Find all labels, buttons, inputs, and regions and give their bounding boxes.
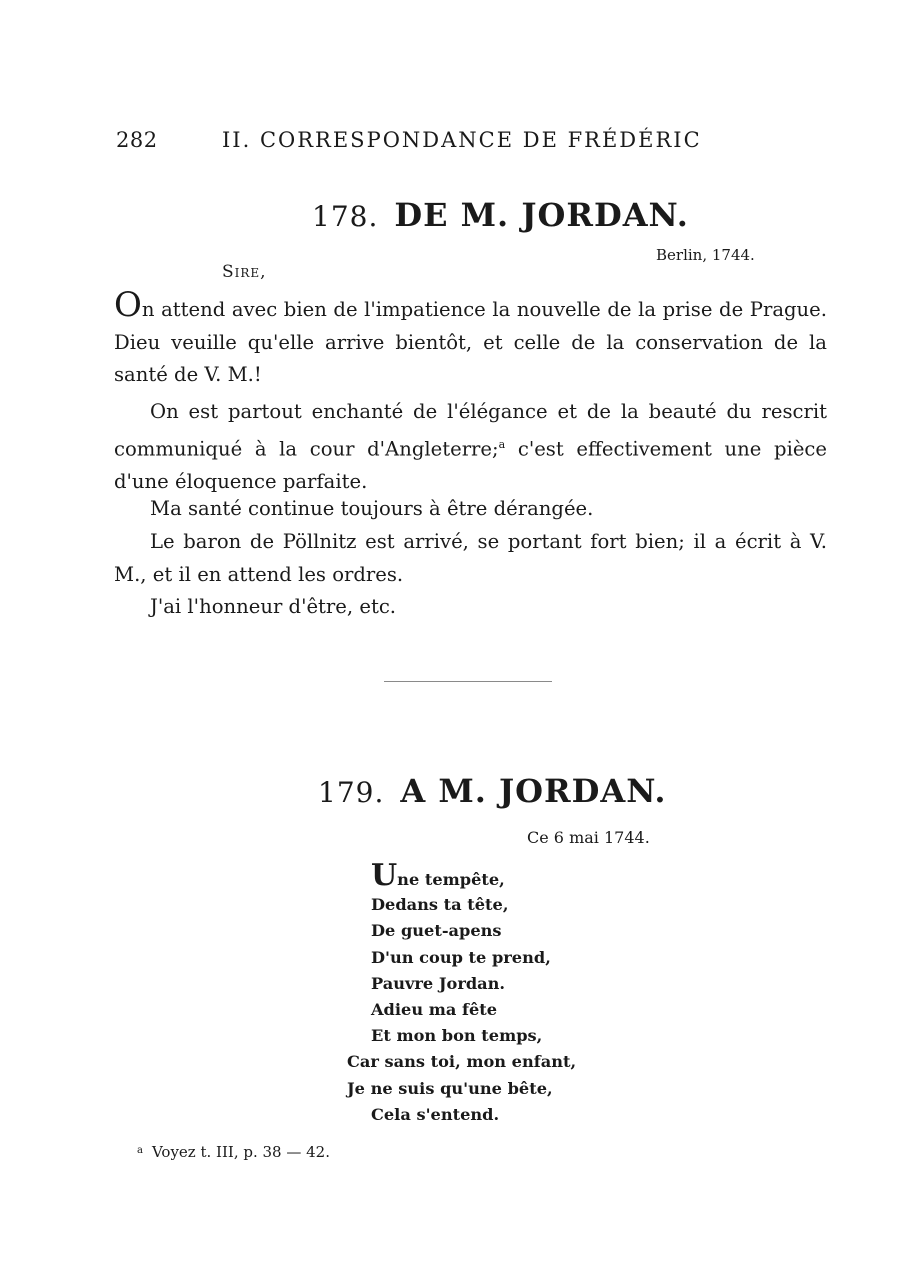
drop-cap: U xyxy=(371,858,398,893)
running-title: II. CORRESPONDANCE DE FRÉDÉRIC xyxy=(222,128,702,152)
poem-line: D'un coup te prend, xyxy=(371,947,551,967)
paragraph-text-continued: c'est effectivement une pièce d'une éloquence parfaite. xyxy=(114,437,828,493)
letter-paragraph xyxy=(114,396,827,498)
letter-title: DE M. JORDAN. xyxy=(394,196,689,234)
letter-paragraph xyxy=(114,285,827,392)
paragraph-text: n attend avec bien de l'impatience la nouvelle de la prise de Prague. Dieu veuille qu'elle arrive bientôt, et celle de la conservation de la santé de V. M.! xyxy=(114,298,827,386)
paragraph-text: Le baron de Pöllnitz est arrivé, se portant fort bien; il a écrit à V. M., et il en attend les ordres. xyxy=(114,530,827,586)
page-number: 282 xyxy=(116,128,158,152)
footnote-reference[interactable]: a xyxy=(498,437,506,451)
poem-line: De guet-apens xyxy=(371,921,502,941)
poem-line: Dedans ta tête, xyxy=(371,895,509,915)
poem-line: Je ne suis qu'une bête, xyxy=(347,1078,553,1098)
letter-paragraph xyxy=(114,493,827,526)
footnote-text: Voyez t. III, p. 38 — 42. xyxy=(151,1143,330,1161)
poem-line: Car sans toi, mon enfant, xyxy=(347,1052,577,1072)
paragraph-text: Ma santé continue toujours à être dérangée. xyxy=(150,497,594,520)
letter-178-heading xyxy=(312,196,689,234)
poem-line: Adieu ma fête xyxy=(371,999,498,1019)
poem-line: Et mon bon temps, xyxy=(371,1026,543,1046)
paragraph-text: On est partout enchanté de l'élégance et de la beauté du rescrit communiqué à la cour d'Angleterre; xyxy=(114,400,827,461)
letter-title: A M. JORDAN. xyxy=(400,772,667,810)
footnote xyxy=(137,1143,330,1161)
poem-line: Pauvre Jordan. xyxy=(371,973,506,993)
poem-line: Cela s'entend. xyxy=(371,1104,500,1124)
letter-paragraph xyxy=(114,526,827,591)
paragraph-text: J'ai l'honneur d'être, etc. xyxy=(150,595,397,618)
section-divider xyxy=(384,681,552,682)
letter-place-date: Berlin, 1744. xyxy=(656,246,755,264)
footnote-mark: a xyxy=(137,1145,143,1156)
letter-date: Ce 6 mai 1744. xyxy=(527,828,650,847)
salutation: Sire, xyxy=(222,262,267,282)
drop-cap: O xyxy=(114,285,142,325)
letter-179-heading xyxy=(318,772,667,810)
letter-number: 179. xyxy=(318,776,385,809)
letter-paragraph xyxy=(114,591,827,624)
poem xyxy=(347,858,577,1128)
poem-line: Une tempête, xyxy=(371,858,505,893)
letter-number: 178. xyxy=(312,200,379,233)
